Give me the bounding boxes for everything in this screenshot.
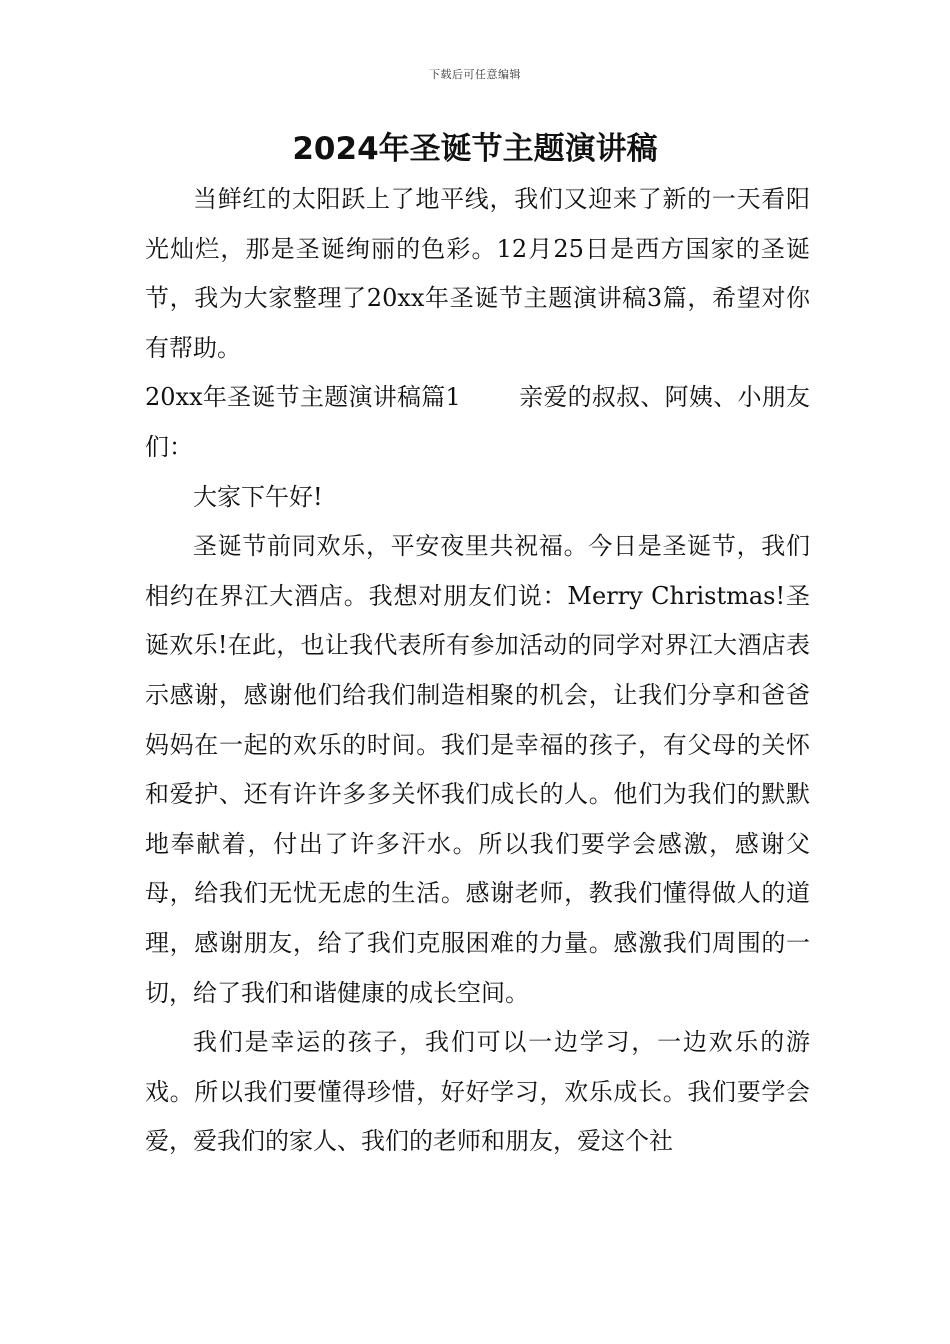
section-heading-line — [145, 373, 810, 472]
body-paragraph-2: 我们是幸运的孩子，我们可以一边学习，一边欢乐的游戏。所以我们要懂得珍惜，好好学习，欢乐成长。我们要学会爱，爱我们的家人、我们的老师和朋友，爱这个社 — [145, 1028, 810, 1156]
body-paragraph-1: 圣诞节前同欢乐，平安夜里共祝福。今日是圣诞节，我们相约在界江大酒店。我想对朋友们说：Merry Christmas!圣诞欢乐!在此，也让我代表所有参加活动的同学对界江大酒店表示感谢，感谢他们给我们制造相聚的机会，让我们分享和爸爸妈妈在一起的欢乐的时间。我们是幸福的孩子，有父母的关怀和爱护、还有许许多多关怀我们成长的人。他们为我们的默默地奉献着，付出了许多汗水。所以我们要学会感激，感谢父母，给我们无忧无虑的生活。感谢老师，教我们懂得做人的道理，感谢朋友，给了我们克服困难的力量。感激我们周围的一切，给了我们和谐健康的成长空间。 — [145, 532, 810, 1007]
greeting-paragraph: 大家下午好! — [193, 482, 323, 511]
document-body — [145, 175, 810, 1167]
header-note: 下载后可任意编辑 — [429, 68, 521, 81]
document-title: 2024年圣诞节主题演讲稿 — [292, 131, 658, 167]
salutation: 亲爱的叔叔、阿姨、小朋友们： — [145, 383, 810, 461]
section-heading: 20xx年圣诞节主题演讲稿篇1 — [145, 383, 461, 412]
intro-paragraph: 当鲜红的太阳跃上了地平线，我们又迎来了新的一天看阳光灿烂，那是圣诞绚丽的色彩。12月25日是西方国家的圣诞节，我为大家整理了20xx年圣诞节主题演讲稿3篇，希望对你有帮助。 — [145, 185, 810, 362]
